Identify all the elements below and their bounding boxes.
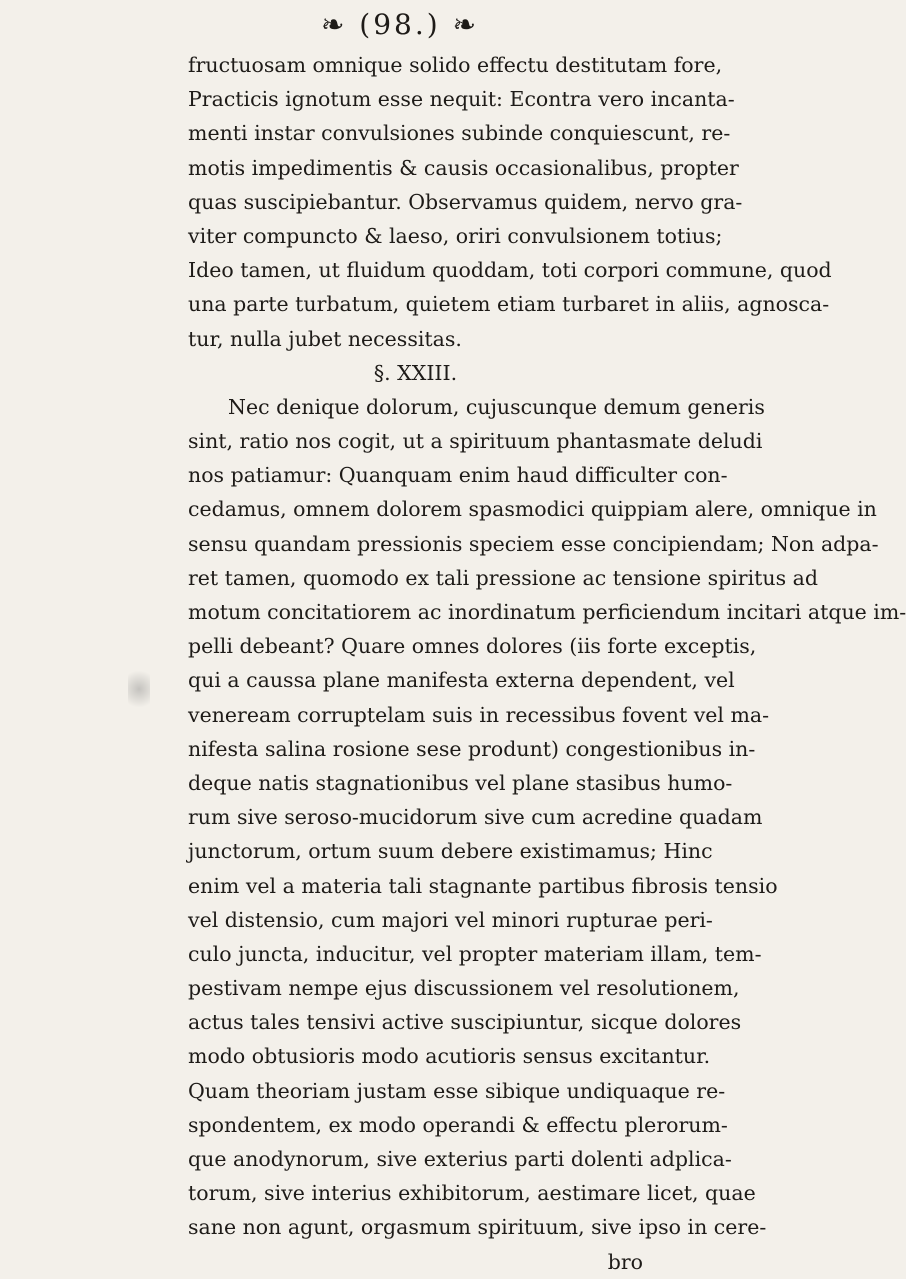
text-line: pelli debeant? Quare omnes dolores (iis forte exceptis, (188, 634, 757, 659)
text-line: actus tales tensivi active suscipiuntur, sicque dolores (188, 1010, 742, 1035)
text-line: cedamus, omnem dolorem spasmodici quippiam alere, omnique in (188, 497, 877, 522)
catchword: bro (607, 1249, 643, 1274)
text-line: vel distensio, cum majori vel minori rupturae peri- (188, 907, 713, 932)
text-line: Nec denique dolorum, cujuscunque demum generis (228, 394, 765, 419)
text-line: Practicis ignotum esse nequit: Econtra vero incanta- (188, 87, 735, 112)
text-line: deque natis stagnationibus vel plane stasibus humo- (188, 770, 733, 795)
page-body (188, 48, 906, 1279)
text-line: tur, nulla jubet necessitas. (188, 326, 462, 351)
text-line: veneream corruptelam suis in recessibus fovent vel ma- (188, 702, 770, 727)
text-line: sensu quandam pressionis speciem esse concipiendam; Non adpa- (188, 531, 879, 556)
page-number: ❧ (98.) ❧ (320, 8, 480, 41)
text-line: Ideo tamen, ut fluidum quoddam, toti corpori commune, quod (188, 258, 832, 283)
text-line: fructuosam omnique solido effectu destitutam fore, (188, 53, 723, 77)
text-line: qui a caussa plane manifesta externa dependent, vel (188, 668, 735, 693)
section-heading: §. XXIII. (373, 360, 458, 385)
text-line: sint, ratio nos cogit, ut a spirituum phantasmate deludi (188, 429, 763, 454)
text-line: ret tamen, quomodo ex tali pressione ac tensione spiritus ad (188, 565, 818, 590)
text-line: motis impedimentis & causis occasionalibus, propter (188, 155, 739, 180)
text-line: modo obtusioris modo acutioris sensus excitantur. (188, 1044, 711, 1069)
text-line: sane non agunt, orgasmum spirituum, sive ipso in cere- (188, 1215, 767, 1240)
text-line: que anodynorum, sive exterius parti dolenti adplica- (188, 1147, 732, 1171)
text-line: una parte turbatum, quietem etiam turbaret in aliis, agnosca- (188, 292, 830, 317)
text-line: viter compuncto & laeso, oriri convulsionem totius; (188, 223, 723, 248)
text-line: rum sive seroso-mucidorum sive cum acredine quadam (188, 805, 763, 830)
text-line: pestivam nempe ejus discussionem vel resolutionem, (188, 976, 740, 1001)
text-line: spondentem, ex modo operandi & effectu plerorum- (188, 1112, 728, 1137)
text-line: enim vel a materia tali stagnante partibus fibrosis tensio (188, 873, 778, 898)
text-line: menti instar convulsiones subinde conquiescunt, re- (188, 121, 731, 146)
text-line: junctorum, ortum suum debere existimamus; Hinc (188, 839, 713, 864)
text-line: motum concitatiorem ac inordinatum perficiendum incitari atque im- (188, 600, 906, 624)
text-line: torum, sive interius exhibitorum, aestimare licet, quae (188, 1181, 756, 1206)
text-line: Quam theoriam justam esse sibique undiquaque re- (188, 1078, 726, 1103)
text-line: culo juncta, inducitur, vel propter materiam illam, tem- (188, 941, 762, 966)
text-line: quas suscipiebantur. Observamus quidem, nervo gra- (188, 189, 743, 214)
text-line: nos patiamur: Quanquam enim haud difficulter con- (188, 463, 728, 488)
ink-blot (128, 665, 150, 713)
text-line: nifesta salina rosione sese produnt) congestionibus in- (188, 736, 756, 761)
